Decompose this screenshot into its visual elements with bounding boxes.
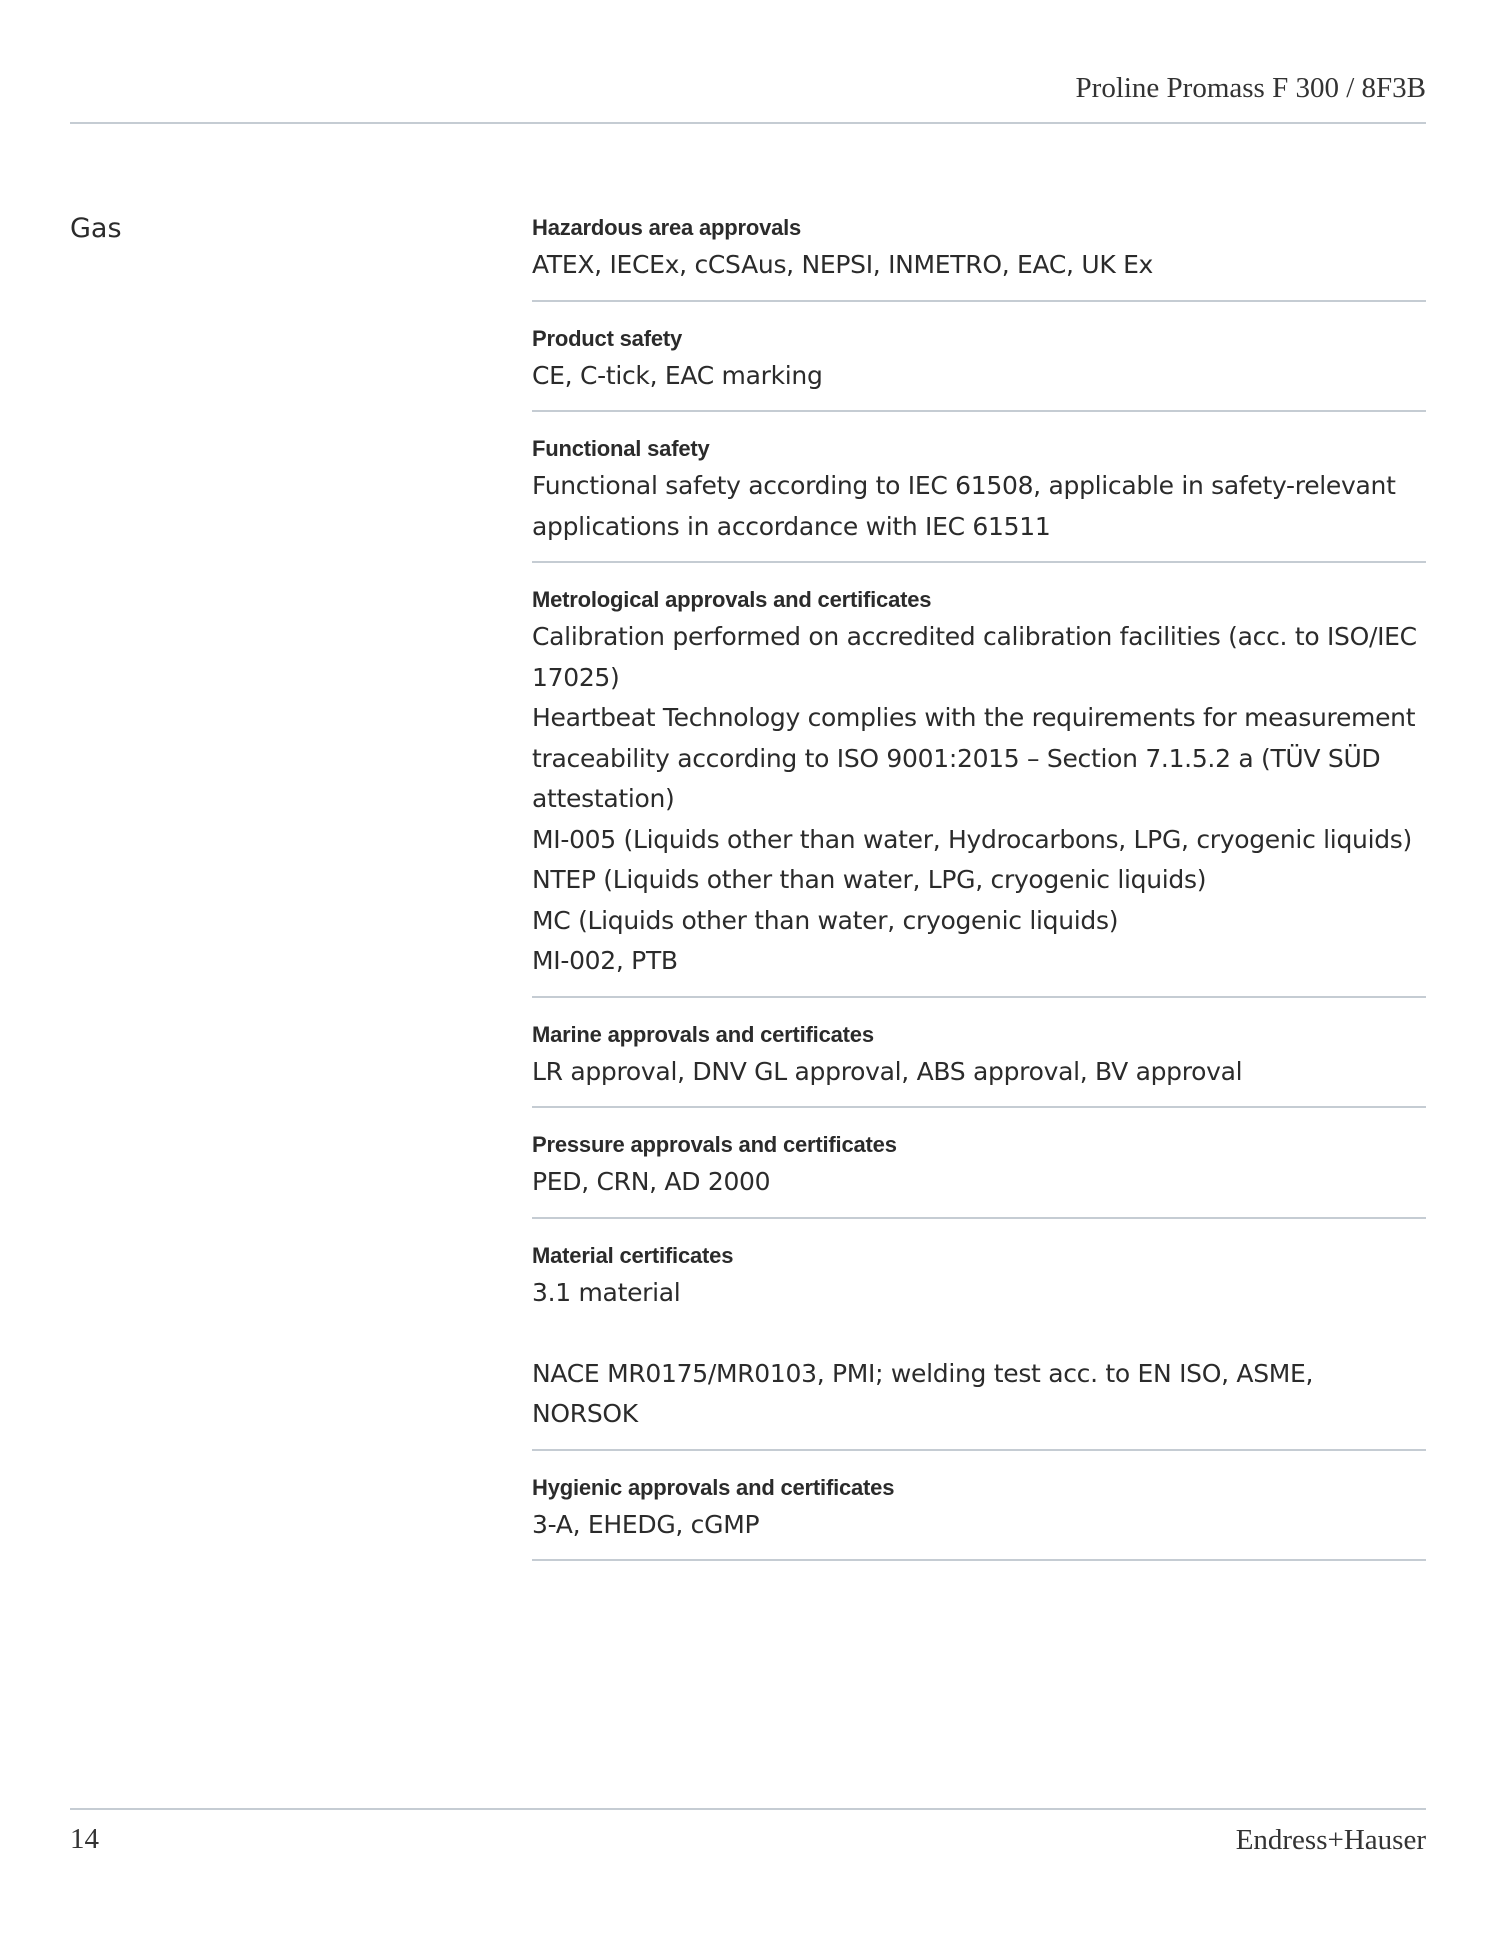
approval-block-marine [532, 1018, 1426, 1109]
header-divider [70, 122, 1426, 124]
block-line: 3.1 material [532, 1277, 681, 1307]
approvals-list [532, 211, 1426, 1581]
block-body [532, 1273, 1426, 1435]
approval-block-hygienic [532, 1471, 1426, 1562]
block-title: Material certificates [532, 1242, 734, 1268]
block-body [532, 1162, 1426, 1203]
approval-block-functional-safety [532, 432, 1426, 563]
block-line: 3-A, EHEDG, cGMP [532, 1509, 760, 1539]
block-title: Marine approvals and certificates [532, 1021, 874, 1047]
block-line: 17025) [532, 662, 620, 692]
block-line: PED, CRN, AD 2000 [532, 1167, 771, 1196]
block-title: Product safety [532, 325, 683, 351]
block-line: traceability according to ISO 9001:2015 – Section 7.1.5.2 a (TÜV SÜD [532, 743, 1381, 773]
block-body [532, 466, 1426, 547]
approval-block-pressure [532, 1128, 1426, 1219]
block-line: MC (Liquids other than water, cryogenic liquids) [532, 905, 1119, 935]
approval-block-product-safety [532, 322, 1426, 413]
block-line: LR approval, DNV GL approval, ABS approval, BV approval [532, 1056, 1243, 1086]
block-line: NORSOK [532, 1399, 638, 1428]
block-title: Metrological approvals and certificates [532, 587, 932, 612]
block-line: MI-005 (Liquids other than water, Hydrocarbons, LPG, cryogenic liquids) [532, 824, 1412, 854]
block-line: CE, C-tick, EAC marking [532, 360, 823, 390]
approval-block-material [532, 1239, 1426, 1451]
approval-block-metrological [532, 583, 1426, 998]
block-line: attestation) [532, 784, 675, 813]
block-line: NACE MR0175/MR0103, PMI; welding test acc. to EN ISO, ASME, [532, 1358, 1314, 1388]
block-title: Hazardous area approvals [532, 215, 802, 240]
block-spacer [532, 1313, 1426, 1354]
page-number: 14 [70, 1823, 99, 1855]
block-body [532, 1505, 1426, 1546]
block-line: Calibration performed on accredited calibration facilities (acc. to ISO/IEC [532, 622, 1417, 651]
brand-name: Endress+Hauser [1235, 1824, 1426, 1856]
block-title: Pressure approvals and certificates [532, 1132, 897, 1157]
block-body [532, 617, 1426, 982]
block-line: MI-002, PTB [532, 946, 678, 975]
block-line: ATEX, IECEx, cCSAus, NEPSI, INMETRO, EAC, UK Ex [532, 250, 1154, 279]
footer-divider [70, 1808, 1426, 1810]
approval-block-hazardous-area [532, 211, 1426, 302]
block-title: Hygienic approvals and certificates [532, 1474, 895, 1500]
block-body [532, 1052, 1426, 1093]
block-line: applications in accordance with IEC 61511 [532, 511, 1051, 541]
block-body [532, 356, 1426, 397]
block-line: Heartbeat Technology complies with the requirements for measurement [532, 703, 1416, 732]
block-body [532, 245, 1426, 286]
block-title: Functional safety [532, 436, 710, 461]
block-line: Functional safety according to IEC 61508, applicable in safety-relevant [532, 471, 1396, 500]
block-line: NTEP (Liquids other than water, LPG, cryogenic liquids) [532, 865, 1207, 894]
section-label: Gas [70, 213, 122, 244]
document-header-title: Proline Promass F 300 / 8F3B [1075, 72, 1426, 104]
